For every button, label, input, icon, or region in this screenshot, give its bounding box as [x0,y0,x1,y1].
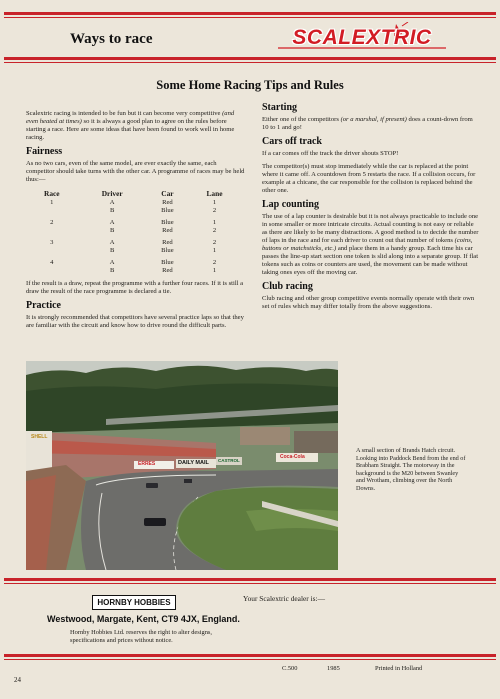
table-row [26,199,241,207]
table-cell [26,207,78,215]
starting-heading: Starting [262,102,297,113]
table-cell: 1 [212,247,217,254]
page-title: Some Home Racing Tips and Rules [156,78,344,92]
top-rule [4,12,496,15]
starting-text-italic: (or a marshal, if present) [340,116,407,123]
bottom-rule-thin [4,659,496,660]
table-cell: 2 [50,219,54,226]
table-row [26,259,241,267]
table-row [26,207,241,215]
disclaimer-note: Hornby Hobbies Ltd. reserves the right to alter designs, specifications and prices without notice. [70,629,212,644]
billboard-text-2: DAILY MAIL [178,460,209,466]
table-cell: Red [162,239,173,246]
table-header-cell: Race [43,189,60,198]
race-programme-table [26,189,241,275]
draw-text: If the result is a draw, repeat the programme with a further four races. If it is still a draw the result of the race programme is declared a tie. [26,280,244,295]
table-cell: B [109,267,115,274]
lap-counting-paragraph [262,213,480,277]
scalextric-logo [276,22,448,52]
footer-rule-thin [4,583,496,584]
top-rule-thin [4,17,496,18]
table-row [26,227,241,235]
starting-paragraph [262,116,480,132]
table-cell: B [109,207,115,214]
practice-text: It is strongly recommended that competitors have several practice laps so that they are familiar with the circuit and know how to drive round the difficult parts. [26,314,244,329]
starting-text-a: Either one of the competitors [262,116,339,123]
table-header-cell: Car [161,189,174,198]
right-column [262,104,480,316]
lap-text-a: The use of a lap counter is desirable but it is not always practicable to include one in some smaller or more intricate circuits. Actual counting is not easy or reliable as there are likely to be many distractions. A good method is to decide the number of laps in the race and for each driver to count out that number of tokens [262,213,479,244]
table-cell: Blue [161,207,174,214]
table-cell: A [109,259,115,266]
table-row [26,267,241,275]
table-cell: Red [162,199,173,206]
dealer-label: Your Scalextric dealer is:— [243,594,325,603]
lap-text-italic: (coins, buttons or matchsticks, etc.) [262,237,473,252]
billboard-text-4: Coca-Cola [280,454,305,460]
starting-text-b: does a count-down from 10 to 1 and go! [262,116,473,131]
photo-caption: A small section of Brands Hatch circuit. Looking into Paddock Bend from the end of Brabham Straight. The motorway in the background is the M20 between Swanley and Wrotham, climbing over the North Downs. [356,447,466,492]
printed-in: Printed in Holland [375,665,423,672]
table-cell: 2 [212,259,217,266]
table-cell: 1 [212,219,217,226]
table-cell: A [109,219,115,226]
table-cell [26,247,78,255]
header-rule [4,57,496,60]
cars-off-track-text-1: If a car comes off the track the driver shouts STOP! [262,150,399,157]
table-cell: 1 [212,199,217,206]
table-cell: Red [162,267,173,274]
table-header-row [26,189,241,199]
page-number: 24 [14,676,21,684]
table-cell: Red [162,227,173,234]
table-header-cell: Driver [101,189,123,198]
table-cell: Blue [161,219,174,226]
table-cell: 2 [212,239,217,246]
table-cell: 2 [212,207,217,214]
logo-text: SCALEXTRIC [292,26,432,49]
cars-off-track-heading: Cars off track [262,136,322,147]
table-cell: A [109,239,115,246]
club-racing-heading: Club racing [262,281,313,292]
print-code: C.500 [282,665,298,672]
fairness-text: As no two cars, even of the same model, are ever exactly the same, each competitor should take turns with the other car. A programme of races may be held thus:— [26,160,245,183]
intro-text-italic: (and even heated at times) [26,110,235,125]
company-address: Westwood, Margate, Kent, CT9 4JX, England. [47,614,240,624]
table-cell: 3 [50,239,54,246]
left-column [26,110,246,335]
table-cell [26,227,78,235]
table-cell: Blue [161,247,174,254]
table-cell: B [109,227,115,234]
hornby-hobbies-logo: HORNBY HOBBIES [92,595,176,610]
table-header-cell: Lane [206,189,223,198]
fairness-heading: Fairness [26,146,63,157]
lap-text-b: and place them in a handy group. Each time his car passes the line-up start section one token is slid along into a separate group. If flat tokens such as coins or counters are used, the movement can be made without taking ones eyes off the moving car. [262,245,479,276]
club-racing-text: Club racing and other group competitive events normally operate with their own set of rules which may differ totally from the above suggestions. [262,295,475,310]
table-cell [26,267,78,275]
cars-off-track-text-2: The competitor(s) must stop immediately while the car is replaced at the point where it came off. A countdown from 5 restarts the race. If a collision occurs, for example at a chicane, the car responsible for the collision is replaced behind the other one. [262,163,476,194]
billboard-text-3: CASTROL [218,458,240,463]
lap-counting-heading: Lap counting [262,199,319,210]
bottom-rule [4,654,496,657]
table-row [26,247,241,255]
section-title: Ways to race [70,31,153,47]
practice-heading: Practice [26,300,61,311]
table-cell: Blue [161,259,174,266]
table-cell: 4 [50,259,54,266]
table-cell: 1 [212,267,217,274]
table-cell: 1 [50,199,54,206]
billboard-text-1: ERRES [138,461,156,467]
print-year: 1985 [327,665,340,672]
table-cell: B [109,247,115,254]
table-cell: A [109,199,115,206]
table-cell: 2 [212,227,217,234]
billboard-text-5: SHELL [31,434,48,440]
table-row [26,219,241,227]
footer-rule [4,578,496,581]
header-rule-thin [4,62,496,63]
table-row [26,239,241,247]
intro-paragraph [26,110,246,142]
intro-text-b: so it is always a good plan to agree on the rules before starting a race. Here are some ideas that have been found to work well in home racing. [26,118,235,141]
intro-text-a: Scalextric racing is intended to be fun but it can become very competitive [26,110,221,117]
race-circuit-photo [26,361,338,570]
